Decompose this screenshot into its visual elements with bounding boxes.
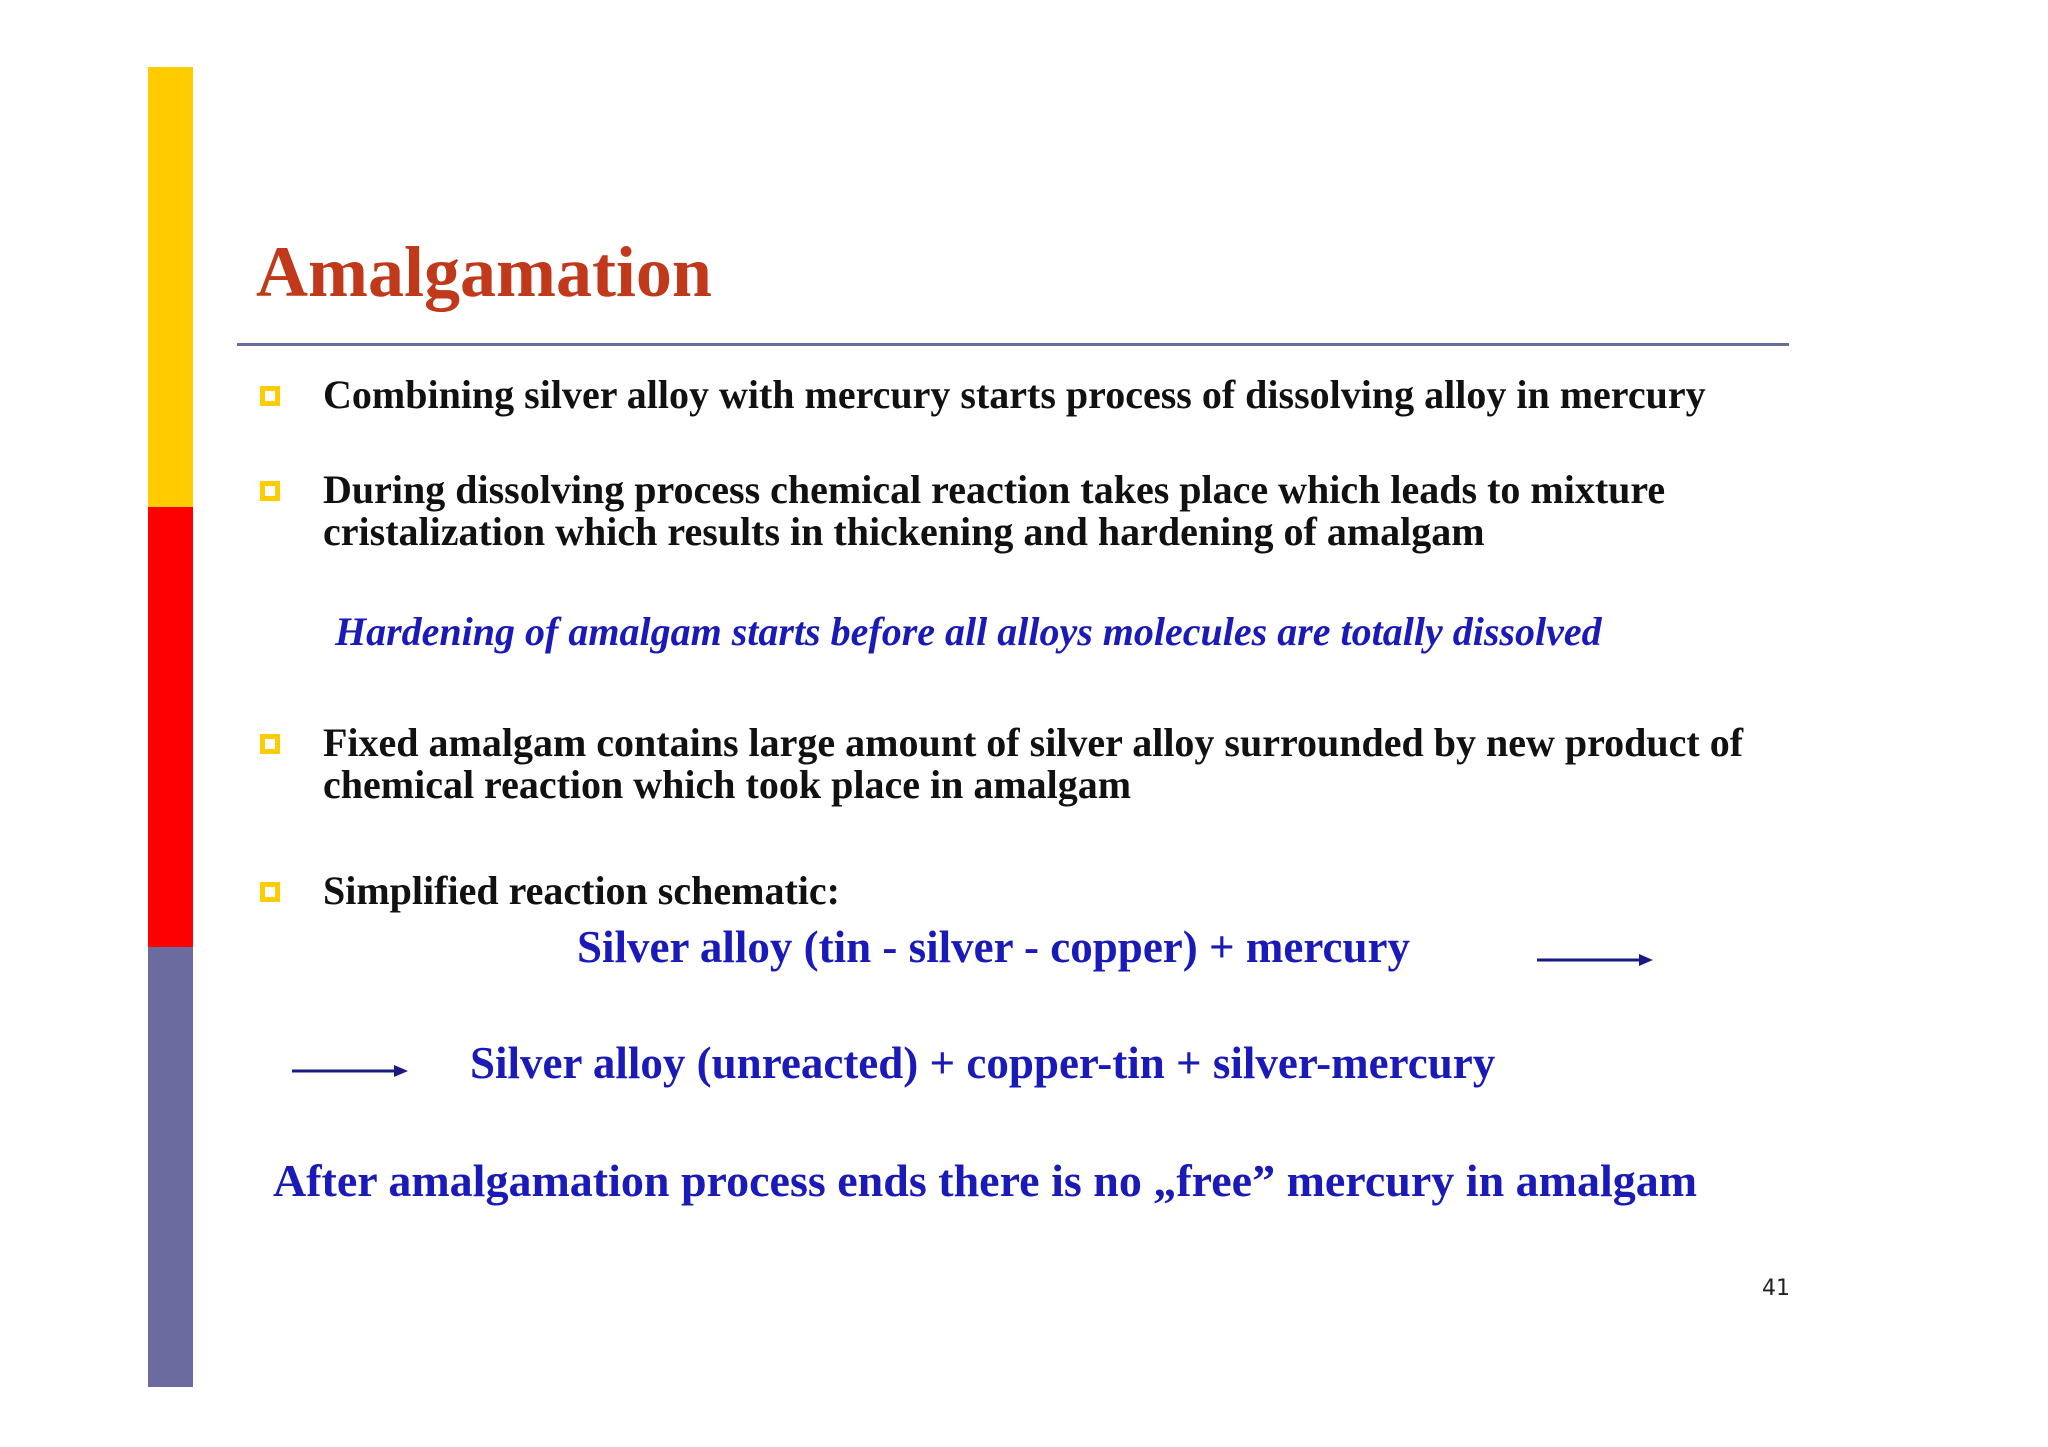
reaction-reactants: Silver alloy (tin - silver - copper) + mercury: [577, 922, 1410, 972]
bullet-text-3: Fixed amalgam contains large amount of silver alloy surrounded by new product of chemical reaction which took place in amalgam: [323, 720, 1744, 807]
accent-bar-purple: [148, 947, 193, 1387]
conclusion-text: After amalgamation process ends there is no „free” mercury in amalgam: [273, 1155, 1698, 1206]
bullet-text-1: Combining silver alloy with mercury starts process of dissolving alloy in mercury: [323, 372, 1706, 417]
right-arrow-icon: [1537, 952, 1653, 968]
page-number: 41: [1762, 1276, 1790, 1301]
bullet-text-4: Simplified reaction schematic:: [323, 868, 840, 913]
square-bullet-icon: [260, 734, 280, 754]
right-arrow-icon: [292, 1063, 408, 1079]
hardening-note: Hardening of amalgam starts before all alloys molecules are totally dissolved: [335, 609, 1602, 654]
reaction-products: Silver alloy (unreacted) + copper-tin + silver-mercury: [470, 1038, 1496, 1088]
slide-title: Amalgamation: [256, 232, 712, 312]
square-bullet-icon: [260, 386, 280, 406]
accent-bar-yellow: [148, 67, 193, 507]
bullet-text-2: During dissolving process chemical reaction takes place which leads to mixture cristalization which results in thickening and hardening of amalgam: [323, 467, 1666, 554]
square-bullet-icon: [260, 481, 280, 501]
square-bullet-icon: [260, 882, 280, 902]
accent-bar-red: [148, 507, 193, 947]
title-divider: [237, 343, 1789, 346]
